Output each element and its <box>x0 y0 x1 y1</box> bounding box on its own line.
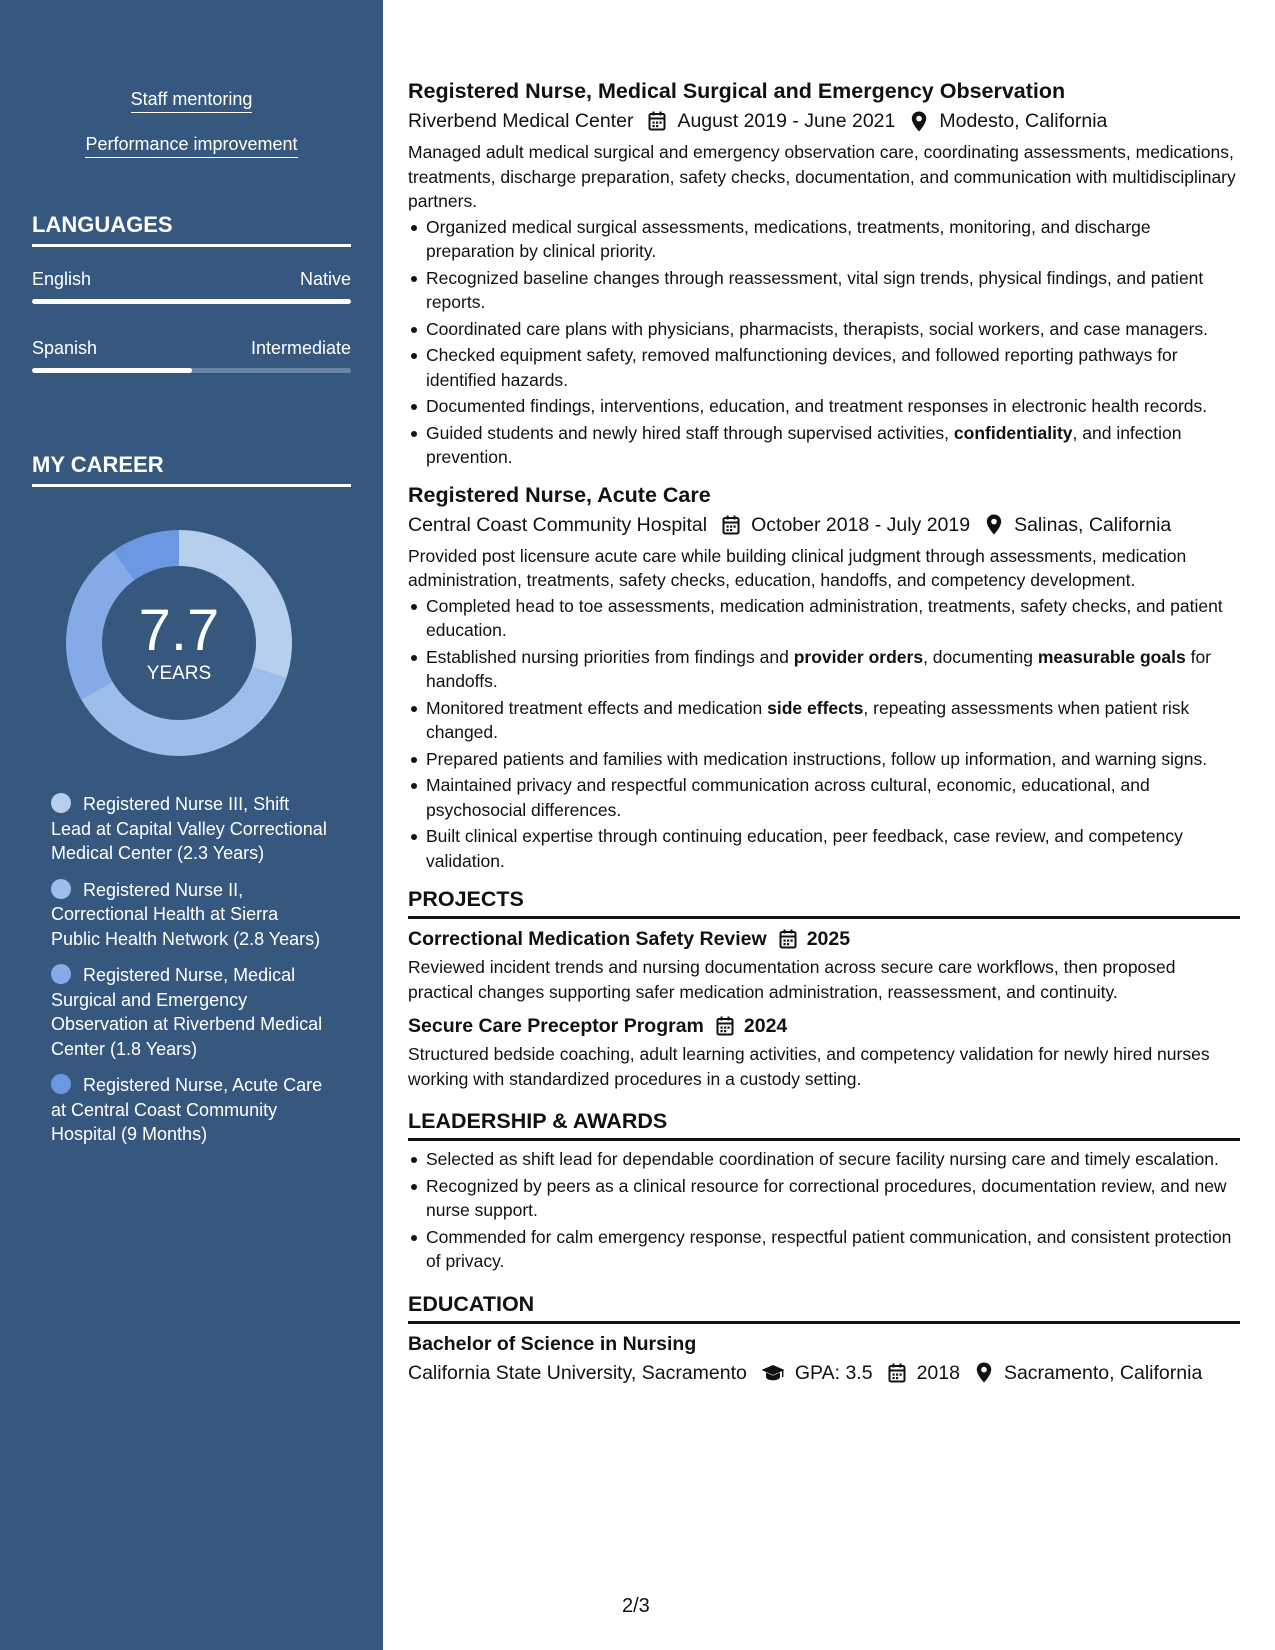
career-dot <box>51 793 71 813</box>
graduation-cap-icon <box>761 1362 785 1384</box>
skill-item: Staff mentoring <box>0 88 383 113</box>
bullet-item: Prepared patients and families with medication instructions, follow up information, and warning signs. <box>408 747 1240 772</box>
bullet-item: Selected as shift lead for dependable coordination of secure facility nursing care and timely escalation. <box>408 1147 1240 1172</box>
sidebar <box>0 0 383 1650</box>
calendar-icon <box>779 928 799 950</box>
project-description: Structured bedside coaching, adult learning activities, and competency validation for newly hired nurses working with standardized procedures in a custody setting. <box>408 1044 1210 1089</box>
language-row <box>32 337 351 359</box>
job-dates: August 2019 - June 2021 <box>677 110 896 132</box>
career-total-years: 7.7 <box>138 598 220 663</box>
education-heading: EDUCATION <box>408 1290 1240 1324</box>
bullet-item: Organized medical surgical assessments, medications, treatments, monitoring, and discharge preparation by clinical priority. <box>408 215 1240 264</box>
job-bullets <box>408 594 1240 874</box>
project-year: 2024 <box>743 1015 788 1037</box>
experience-entry <box>408 480 1240 874</box>
donut-center <box>66 530 292 756</box>
career-dot <box>51 1074 71 1094</box>
career-item: Registered Nurse, Acute Care at Central Coast Community Hospital (9 Months) <box>51 1075 323 1144</box>
company-name: Riverbend Medical Center <box>408 110 634 132</box>
bullet-item: Documented findings, interventions, education, and treatment responses in electronic health records. <box>408 394 1240 419</box>
project-description: Reviewed incident trends and nursing documentation across secure care workflows, then proposed practical changes supporting safer medication administration, reassessment, and continuity. <box>408 957 1176 1002</box>
location-pin-icon <box>974 1362 994 1384</box>
language-level: Native <box>299 269 351 289</box>
career-item: Registered Nurse II, Correctional Health at Sierra Public Health Network (2.8 Years) <box>51 879 321 949</box>
job-location: Modesto, California <box>939 110 1108 132</box>
calendar-icon <box>647 110 667 132</box>
experience-entry <box>408 76 1240 470</box>
bullet-item: Maintained privacy and respectful communication across cultural, economic, educational, and psychosocial differences. <box>408 773 1240 822</box>
job-summary: Provided post licensure acute care while building clinical judgment through assessments, medication administration, treatments, safety checks, education, handoffs, and competency development. <box>408 545 1187 590</box>
project-year: 2025 <box>806 928 851 950</box>
school-location: Sacramento, California <box>1003 1361 1203 1384</box>
company-name: Central Coast Community Hospital <box>408 513 708 536</box>
project-entry <box>408 1012 1240 1091</box>
bullet-item: Guided students and newly hired staff through supervised activities, confidentiality, and infection prevention. <box>408 421 1240 470</box>
job-bullets <box>408 215 1240 470</box>
location-pin-icon <box>984 514 1004 536</box>
leadership-list <box>408 1147 1240 1274</box>
gpa: GPA: 3.5 <box>794 1361 873 1384</box>
languages-heading: LANGUAGES <box>32 212 351 247</box>
graduation-year: 2018 <box>916 1361 960 1384</box>
page-number: 2/3 <box>622 1595 650 1617</box>
career-total-unit: YEARS <box>146 663 212 684</box>
degree: Bachelor of Science in Nursing <box>408 1332 697 1355</box>
language-name: Spanish <box>32 338 98 358</box>
education-meta <box>408 1358 1240 1388</box>
language-name: English <box>32 269 92 289</box>
career-list <box>51 792 331 1159</box>
bullet-item: Checked equipment safety, removed malfunctioning devices, and followed reporting pathways for identified hazards. <box>408 343 1240 392</box>
job-meta <box>408 106 1240 136</box>
calendar-icon <box>887 1362 907 1384</box>
language-bar <box>32 368 351 373</box>
career-item: Registered Nurse, Medical Surgical and Emergency Observation at Riverbend Medical Center (1.8 Years) <box>51 965 323 1059</box>
project-title: Secure Care Preceptor Program <box>408 1015 704 1037</box>
career-dot <box>51 879 71 899</box>
job-title: Registered Nurse, Medical Surgical and Emergency Observation <box>408 79 1066 103</box>
bullet-item: Built clinical expertise through continuing education, peer feedback, case review, and competency validation. <box>408 824 1240 873</box>
job-summary: Managed adult medical surgical and emergency observation care, coordinating assessments, medications, treatments, discharge preparation, safety checks, documentation, and communication with multidisciplinary partners. <box>408 142 1236 211</box>
leadership-heading: LEADERSHIP & AWARDS <box>408 1107 1240 1141</box>
job-meta <box>408 510 1240 540</box>
career-dot <box>51 964 71 984</box>
job-title: Registered Nurse, Acute Care <box>408 482 711 507</box>
career-heading: MY CAREER <box>32 452 351 487</box>
language-row <box>32 268 351 290</box>
language-bar-fill <box>32 299 351 304</box>
language-bar <box>32 299 351 304</box>
location-pin-icon <box>909 110 929 132</box>
project-title-row <box>408 925 1240 953</box>
calendar-icon <box>716 1015 736 1037</box>
bullet-item: Recognized by peers as a clinical resource for correctional procedures, documentation review, and new nurse support. <box>408 1174 1240 1223</box>
skill-item: Performance improvement <box>0 133 383 158</box>
bullet-item: Established nursing priorities from findings and provider orders, documenting measurable goals for handoffs. <box>408 645 1240 694</box>
school-name: California State University, Sacramento <box>408 1361 747 1384</box>
language-level: Intermediate <box>250 338 351 358</box>
bullet-item: Coordinated care plans with physicians, pharmacists, therapists, social workers, and case managers. <box>408 317 1240 342</box>
projects-heading: PROJECTS <box>408 885 1240 919</box>
career-item: Registered Nurse III, Shift Lead at Capital Valley Correctional Medical Center (2.3 Years) <box>51 794 327 863</box>
project-entry <box>408 925 1240 1004</box>
main-content <box>408 76 1240 1388</box>
language-bar-fill <box>32 368 192 373</box>
job-dates: October 2018 - July 2019 <box>751 513 971 536</box>
bullet-item: Completed head to toe assessments, medication administration, treatments, safety checks, and patient education. <box>408 594 1240 643</box>
calendar-icon <box>721 514 741 536</box>
career-donut-chart <box>66 530 292 756</box>
bullet-item: Monitored treatment effects and medication side effects, repeating assessments when patient risk changed. <box>408 696 1240 745</box>
bullet-item: Commended for calm emergency response, respectful patient communication, and consistent protection of privacy. <box>408 1225 1240 1274</box>
project-title: Correctional Medication Safety Review <box>408 928 767 950</box>
project-title-row <box>408 1012 1240 1040</box>
bullet-item: Recognized baseline changes through reassessment, vital sign trends, physical findings, and patient reports. <box>408 266 1240 315</box>
job-location: Salinas, California <box>1014 513 1172 536</box>
